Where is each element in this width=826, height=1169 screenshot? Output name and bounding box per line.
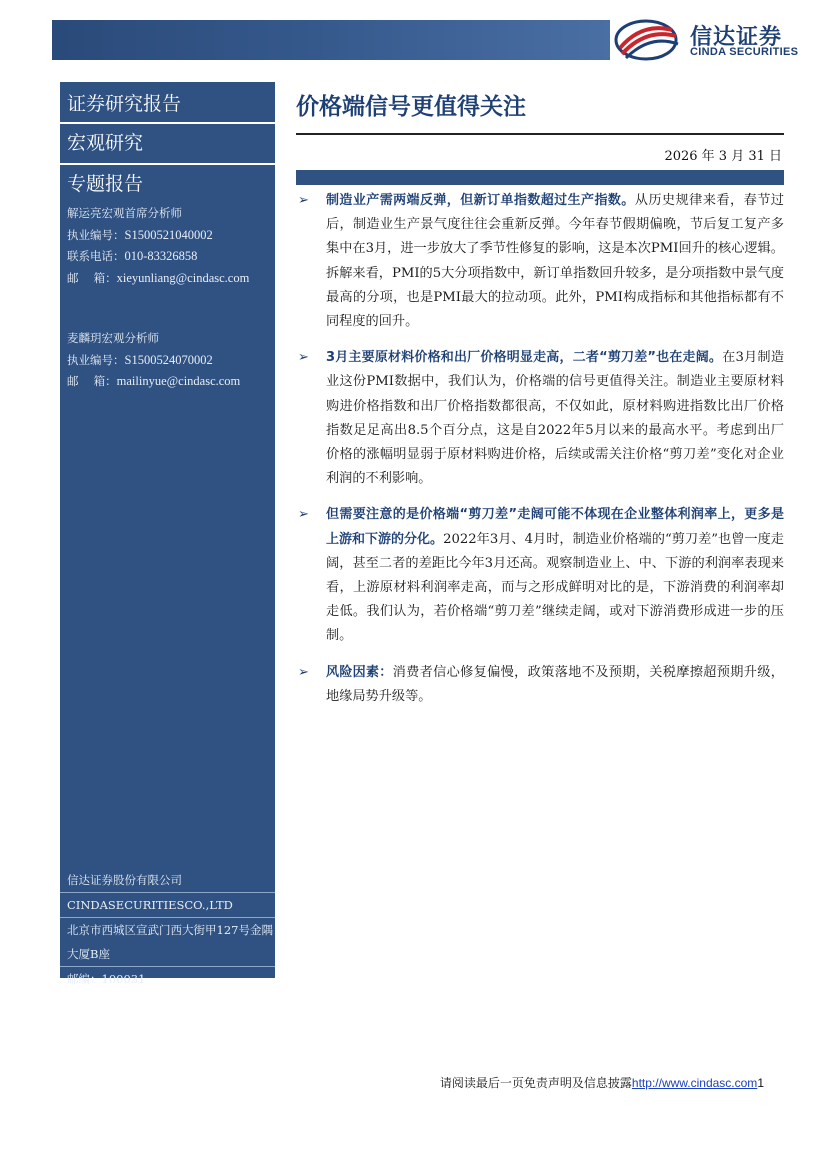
logo-chinese-text: 信达证券 xyxy=(690,25,783,50)
title-divider xyxy=(296,133,784,135)
analyst-field-label: 联系电话： xyxy=(67,249,125,263)
sidebar-head-macro: 宏观研究 xyxy=(67,132,144,154)
cinda-emblem-icon xyxy=(612,18,684,62)
report-body xyxy=(296,189,784,721)
report-date: 2026 年 3 月 31 日 xyxy=(664,149,782,164)
arrow-bullet-icon: ➢ xyxy=(298,664,309,680)
company-info xyxy=(60,868,275,991)
company-name-en: CINDASECURITIESCO.,LTD xyxy=(60,892,275,917)
analyst-email: mailinyue@cindasc.com xyxy=(116,374,241,388)
company-address-cont: 大厦B座 xyxy=(67,947,110,961)
sidebar-divider xyxy=(60,163,275,165)
page-footer xyxy=(440,1074,764,1091)
summary-bullet xyxy=(296,661,784,709)
analyst-field-label: 邮 箱： xyxy=(67,374,117,388)
bullet-text: 消费者信心修复偏慢，政策落地不及预期，关税摩擦超预期升级，地缘局势升级等。 xyxy=(326,664,784,704)
bullet-heading: 但需要注意的是价格端“剪刀差”走阔可能不体现在企业整体利润率上，更多是上游和下游的分化。 xyxy=(326,507,784,547)
analyst-card xyxy=(67,328,240,393)
logo-english-text: CINDA SECURITIES xyxy=(690,46,799,58)
arrow-bullet-icon: ➢ xyxy=(298,193,309,208)
bullet-text: 从历史规律来看，春节过后，制造业生产景气度往往会重新反弹。今年春节假期偏晚，节后复工复产多集中在3月，进一步放大了季节性修复的影响，这是本次PMI回升的核心逻辑。拆解来看，PMI的5大分项指数中，新订单指数回升较多，是分项指数中景气度最高的分项，也是PMI最大的拉动项。此外，PMI构成指标和其他指标都有不同程度的回升。 xyxy=(326,193,784,330)
summary-bullet xyxy=(296,189,784,334)
analyst-field-label: 邮 箱： xyxy=(67,270,117,285)
analyst-license: S1500521040002 xyxy=(124,227,213,242)
analyst-card xyxy=(67,203,249,289)
sidebar-divider xyxy=(60,122,275,124)
sidebar-head-securities-report: 证券研究报告 xyxy=(67,93,182,115)
report-title: 价格端信号更值得关注 xyxy=(296,94,526,120)
company-logo xyxy=(612,18,812,62)
analyst-phone: 010-83326858 xyxy=(124,249,198,263)
section-bar xyxy=(296,170,784,185)
bullet-heading: 3月主要原材料价格和出厂价格明显走高，二者“剪刀差”也在走阔。 xyxy=(326,350,723,366)
footer-disclaimer: 请阅读最后一页免责声明及信息披露 xyxy=(439,1076,632,1090)
company-address: 北京市西城区宣武门西大街甲127号金隅 xyxy=(60,917,275,942)
company-postcode: 邮编：100031 xyxy=(60,966,275,991)
sidebar-head-topic: 专题报告 xyxy=(67,173,144,195)
page-number: 1 xyxy=(757,1076,764,1090)
analyst-email: xieyunliang@cindasc.com xyxy=(116,270,250,285)
bullet-text: 在3月制造业这份PMI数据中，我们认为，价格端的信号更值得关注。制造业主要原材料购进价格指数和出厂价格指数都很高，不仅如此，原材料购进指数比出厂价格指数足足高出8.5个百分点，这是自2022年5月以来的最高水平。考虑到出厂价格的涨幅明显弱于原材料购进价格，后续或需关注价格“剪刀差”变化对企业利润的不利影响。 xyxy=(326,350,785,487)
header-banner xyxy=(52,20,610,60)
sidebar xyxy=(60,82,275,986)
arrow-bullet-icon: ➢ xyxy=(298,350,309,366)
bullet-heading: 制造业产需两端反弹，但新订单指数超过生产指数。 xyxy=(326,193,635,208)
analyst-field-label: 执业编号： xyxy=(67,227,125,242)
analyst-title: 麦麟玥宏观分析师 xyxy=(67,331,159,345)
analyst-license: S1500524070002 xyxy=(124,352,213,367)
bullet-text: 2022年3月、4月时，制造业价格端的“剪刀差”也曾一度走阔，甚至二者的差距比今年3月还高。观察制造业上、中、下游的利润率表现来看，上游原材料利润率走高，而与之形成鲜明对比的是，下游消费的利润率却走低。我们认为，若价格端“剪刀差”继续走阔，或对下游消费形成进一步的压制。 xyxy=(326,531,784,644)
bullet-heading: 风险因素： xyxy=(326,664,393,680)
analyst-title: 解运亮宏观首席分析师 xyxy=(67,206,182,220)
company-name-cn: 信达证券股份有限公司 xyxy=(67,873,182,887)
summary-bullet xyxy=(296,346,784,491)
analyst-field-label: 执业编号： xyxy=(67,352,125,367)
summary-bullet xyxy=(296,503,784,648)
arrow-bullet-icon: ➢ xyxy=(298,507,309,523)
website-link[interactable]: http://www.cindasc.com xyxy=(631,1076,758,1090)
